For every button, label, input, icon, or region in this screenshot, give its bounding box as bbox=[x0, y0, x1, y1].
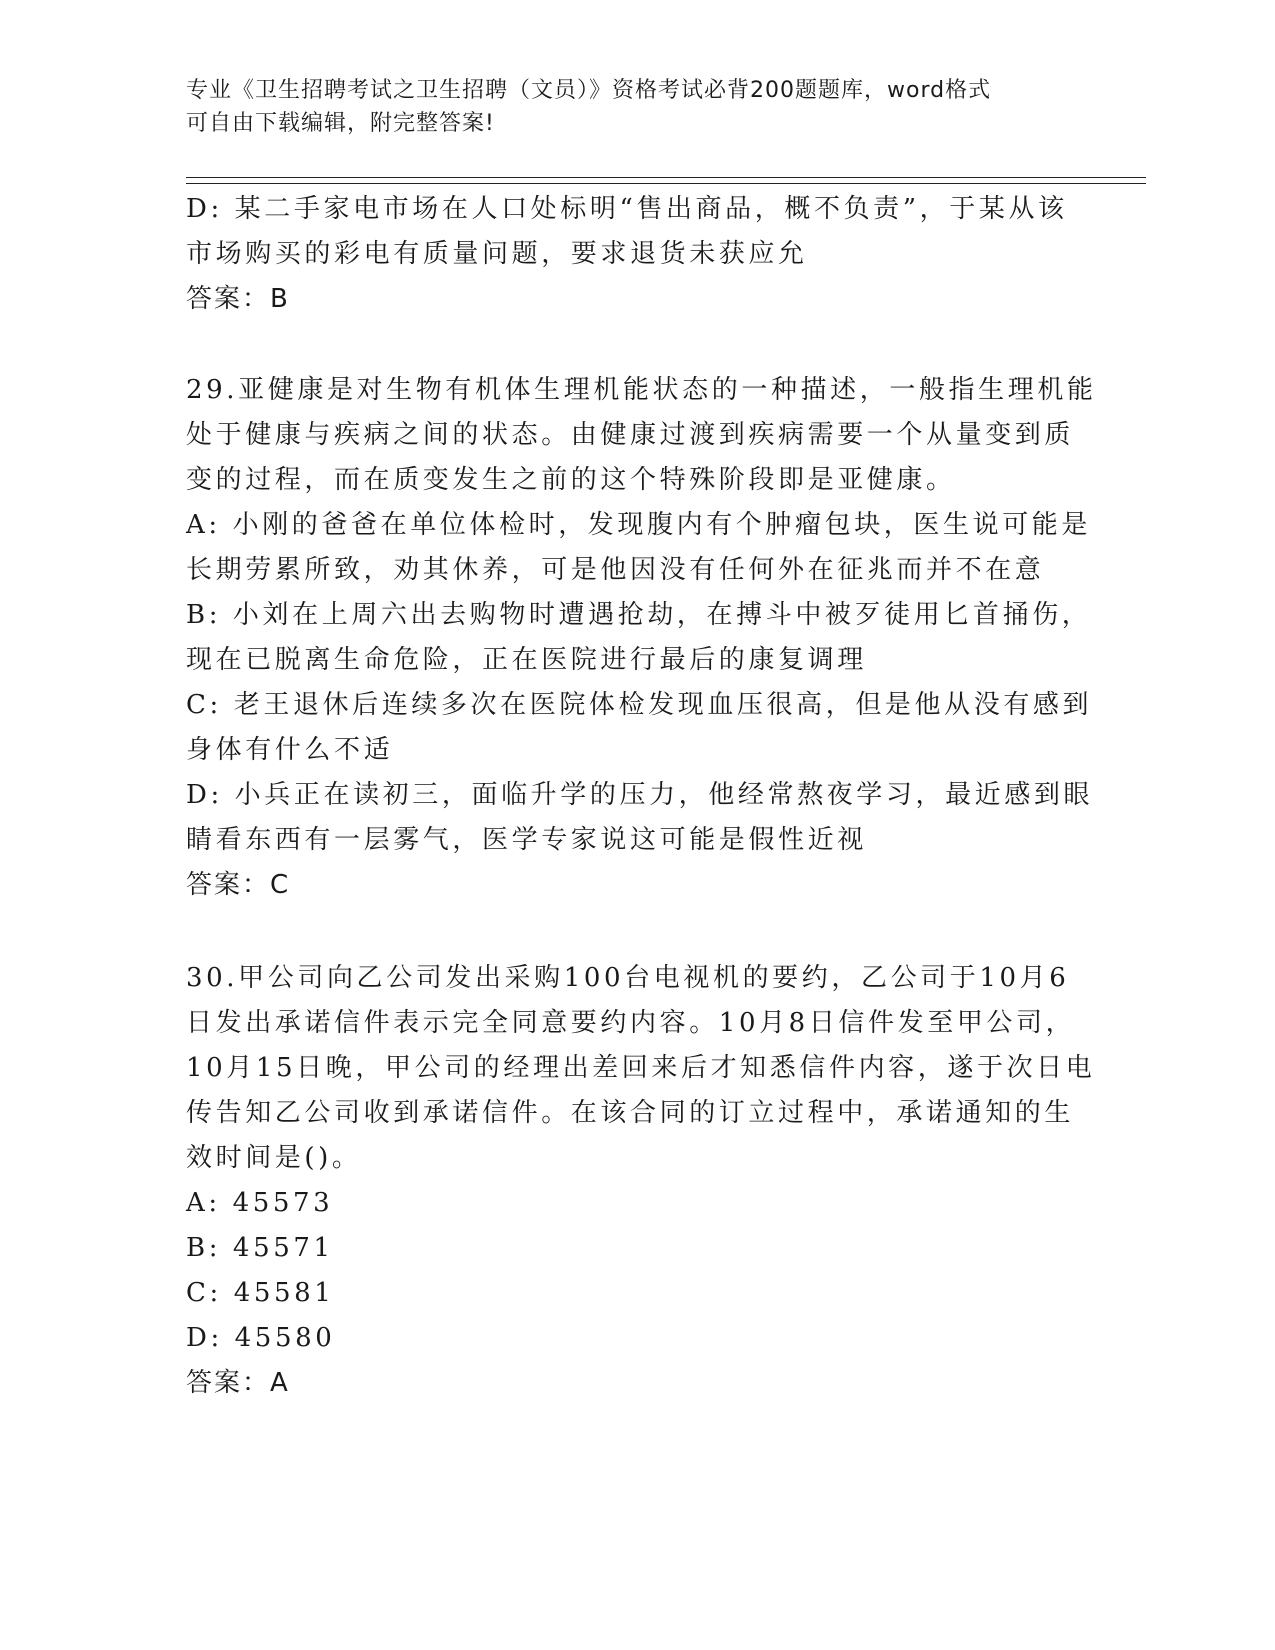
stem-line: 效时间是()。 bbox=[186, 1143, 362, 1173]
option-line: A: 小刚的爸爸在单位体检时，发现腹内有个肿瘤包块，医生说可能是 bbox=[186, 510, 1092, 540]
stem-line: 传告知乙公司收到承诺信件。在该合同的订立过程中，承诺通知的生 bbox=[186, 1098, 1075, 1128]
stem-line: 日发出承诺信件表示完全同意要约内容。10月8日信件发至甲公司， bbox=[186, 1008, 1076, 1038]
stem-line: 变的过程，而在质变发生之前的这个特殊阶段即是亚健康。 bbox=[186, 465, 956, 495]
option-line: 睛看东西有一层雾气，医学专家说这可能是假性近视 bbox=[186, 825, 867, 855]
question-30-option-a: A: 45573 bbox=[186, 1188, 334, 1218]
option-line: 身体有什么不适 bbox=[186, 735, 394, 765]
option-line: D: 某二手家电市场在人口处标明“售出商品，概不负责”，于某从该 bbox=[186, 194, 1068, 224]
question-28-answer: 答案：B bbox=[186, 284, 290, 314]
question-29-option-a bbox=[186, 503, 1092, 593]
question-30-stem bbox=[186, 956, 1096, 1181]
stem-line: 10月15日晚，甲公司的经理出差回来后才知悉信件内容，遂于次日电 bbox=[186, 1053, 1096, 1083]
option-line: C: 老王退休后连续多次在医院体检发现血压很高，但是他从没有感到 bbox=[186, 690, 1093, 720]
stem-line: 30.甲公司向乙公司发出采购100台电视机的要约，乙公司于10月6 bbox=[186, 963, 1070, 993]
question-28-option-d bbox=[186, 187, 1086, 277]
option-line: B: 小刘在上周六出去购物时遭遇抢劫，在搏斗中被歹徒用匕首捅伤， bbox=[186, 600, 1092, 630]
question-29-option-b bbox=[186, 593, 1092, 683]
header-divider-top bbox=[186, 177, 1146, 178]
document-body bbox=[186, 187, 1097, 1406]
stem-line: 处于健康与疾病之间的状态。由健康过渡到疾病需要一个从量变到质 bbox=[186, 420, 1075, 450]
question-30-option-c: C: 45581 bbox=[186, 1278, 335, 1308]
document-header bbox=[186, 74, 1066, 140]
question-29-answer: 答案：C bbox=[186, 870, 291, 900]
option-line: 现在已脱离生命危险，正在医院进行最后的康复调理 bbox=[186, 645, 867, 675]
header-line-1: 专业《卫生招聘考试之卫生招聘（文员）》资格考试必背200题题库，word格式 bbox=[186, 78, 992, 103]
option-line: 长期劳累所致，劝其休养，可是他因没有任何外在征兆而并不在意 bbox=[186, 555, 1045, 585]
question-29-stem bbox=[186, 368, 1097, 503]
question-spacer bbox=[186, 908, 1086, 956]
question-29-option-d bbox=[186, 773, 1094, 863]
question-spacer bbox=[186, 322, 1086, 368]
question-30-answer: 答案：A bbox=[186, 1368, 290, 1398]
question-29-option-c bbox=[186, 683, 1093, 773]
option-line: 市场购买的彩电有质量问题，要求退货未获应允 bbox=[186, 239, 808, 269]
question-30-option-b: B: 45571 bbox=[186, 1233, 334, 1263]
stem-line: 29.亚健康是对生物有机体生理机能状态的一种描述，一般指生理机能 bbox=[186, 375, 1097, 405]
header-line-2: 可自由下载编辑，附完整答案! bbox=[186, 111, 495, 136]
option-line: D: 小兵正在读初三，面临升学的压力，他经常熬夜学习，最近感到眼 bbox=[186, 780, 1094, 810]
header-divider-bottom bbox=[186, 183, 1146, 184]
question-30-option-d: D: 45580 bbox=[186, 1323, 336, 1353]
